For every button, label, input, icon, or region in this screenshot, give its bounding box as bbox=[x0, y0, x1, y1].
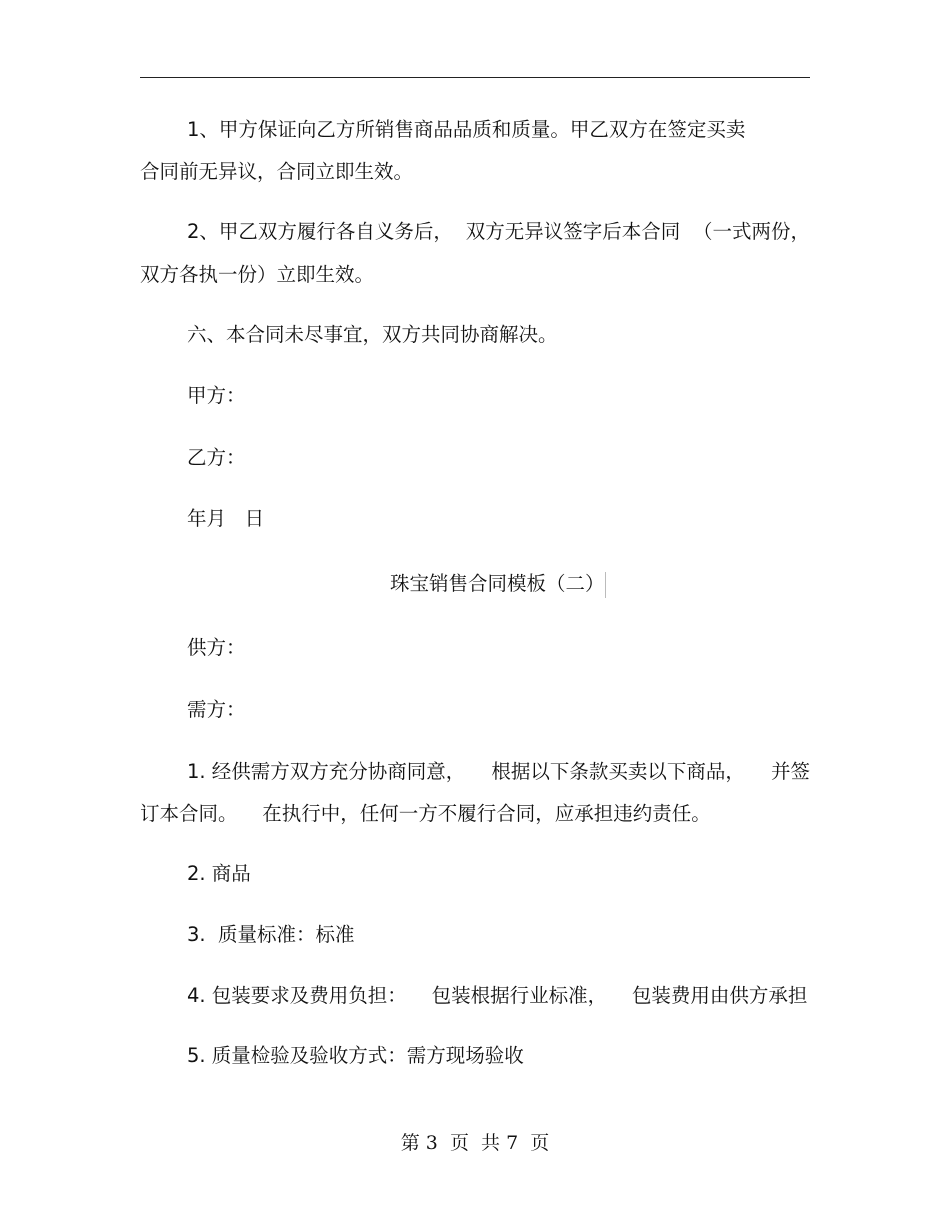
item-5: 5. 质量检验及验收方式：需方现场验收 bbox=[187, 1044, 524, 1067]
buyer-label: 需方： bbox=[187, 698, 246, 721]
page-number: 第 3 页 共 7 页 bbox=[400, 1132, 550, 1154]
date-label: 年月 日 bbox=[187, 507, 265, 530]
item-1-segment-c: 并签 bbox=[770, 760, 810, 783]
item-4: 4. 包装要求及费用负担： 包装根据行业标准， 包装费用由供方承担 bbox=[187, 984, 808, 1007]
clause-2-line-1 bbox=[187, 220, 810, 244]
party-b-signature-label: 乙方： bbox=[187, 446, 246, 469]
item-2: 2. 商品 bbox=[187, 862, 251, 885]
item-3: 3. 质量标准：标准 bbox=[187, 923, 355, 946]
clause-2-line-2: 双方各执一份）立即生效。 bbox=[140, 263, 375, 286]
clause-2-segment-b: 双方无异议签字后本合同 bbox=[465, 220, 681, 243]
section-title: 珠宝销售合同模板（二） bbox=[390, 572, 605, 595]
header-rule bbox=[140, 77, 810, 78]
supplier-label: 供方： bbox=[187, 636, 246, 659]
clause-2-segment-c: （一式两份， bbox=[692, 220, 810, 243]
item-1-line-1 bbox=[187, 760, 810, 784]
party-a-signature-label: 甲方： bbox=[187, 384, 246, 407]
item-1-segment-a: 1. 经供需方双方充分协商同意， bbox=[187, 760, 466, 783]
item-1-line-2: 订本合同。 在执行中，任何一方不履行合同，应承担违约责任。 bbox=[140, 802, 711, 825]
clause-1-line-1: 1、甲方保证向乙方所销售商品品质和质量。甲乙双方在签定买卖 bbox=[187, 118, 746, 141]
item-1-segment-b: 根据以下条款买卖以下商品， bbox=[491, 760, 745, 783]
text-cursor bbox=[605, 572, 606, 598]
clause-2-segment-a: 2、甲乙双方履行各自义务后， bbox=[187, 220, 453, 243]
clause-1-line-2: 合同前无异议，合同立即生效。 bbox=[140, 160, 414, 183]
clause-6: 六、本合同未尽事宜，双方共同协商解决。 bbox=[187, 323, 558, 346]
